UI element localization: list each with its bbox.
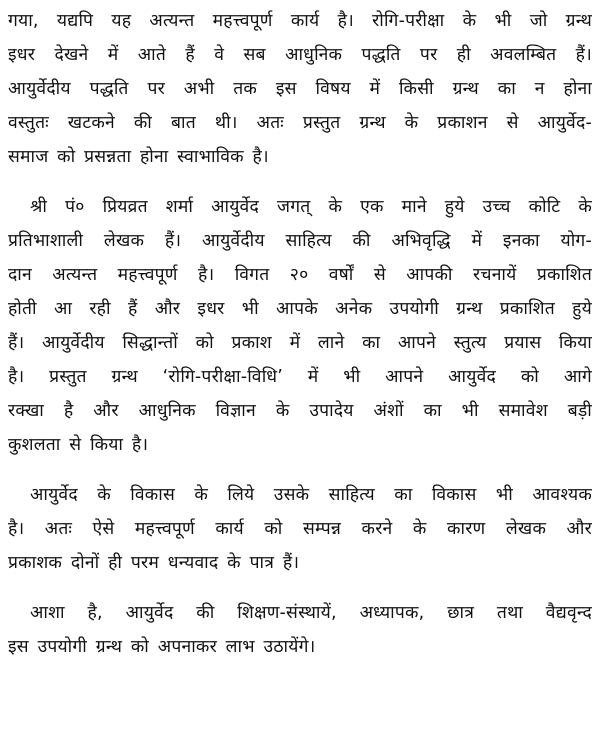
text-line: दान अत्यन्त महत्त्वपूर्ण है। विगत २० वर्षों से आपकी रचनायें प्रकाशित (8, 265, 592, 285)
text-line: श्री पं० प्रियव्रत शर्मा आयुर्वेद जगत् के एक माने हुये उच्च कोटि के (30, 197, 592, 217)
text-line: प्रकाशक दोनों ही परम धन्यवाद के पात्र हैं। (8, 553, 300, 573)
text-line: समाज को प्रसन्नता होना स्वाभाविक है। (8, 147, 269, 167)
text-line: है। अतः ऐसे महत्त्वपूर्ण कार्य को सम्पन्न करने के कारण लेखक और (8, 519, 592, 539)
paragraph-spacer (8, 174, 592, 190)
text-line: हैं। आयुर्वेदीय सिद्धान्तों को प्रकाश में लाने का आपने स्तुत्य प्रयास किया (8, 333, 592, 353)
paragraph-spacer (8, 462, 592, 478)
text-line: इस उपयोगी ग्रन्थ को अपनाकर लाभ उठायेंगे। (8, 637, 316, 657)
text-line: वस्तुतः खटकने की बात थी। अतः प्रस्तुत ग्रन्थ के प्रकाशन से आयुर्वेद- (8, 113, 592, 133)
text-line: आयुर्वेद के विकास के लिये उसके साहित्य का विकास भी आवश्यक (30, 485, 592, 505)
text-line: प्रतिभाशाली लेखक हैं। आयुर्वेदीय साहित्य की अभिवृद्धि में इनका योग- (8, 231, 592, 251)
paragraph-2 (8, 190, 592, 462)
text-line: इधर देखने में आते हैं वे सब आधुनिक पद्धति पर ही अवलम्बित हैं। (8, 45, 592, 65)
paragraph-3 (8, 478, 592, 580)
text-line: आशा है, आयुर्वेद की शिक्षण-संस्थायें, अध्यापक, छात्र तथा वैद्यवृन्द (30, 603, 592, 623)
text-line: रक्खा है और आधुनिक विज्ञान के उपादेय अंशों का भी समावेश बड़ी (8, 401, 592, 421)
paragraph-1 (8, 4, 592, 174)
text-line: गया, यद्यपि यह अत्यन्त महत्त्वपूर्ण कार्य है। रोगि-परीक्षा के भी जो ग्रन्थ (8, 11, 592, 31)
paragraph-4 (8, 596, 592, 664)
text-line: कुशलता से किया है। (8, 435, 149, 455)
text-line: आयुर्वेदीय पद्धति पर अभी तक इस विषय में किसी ग्रन्थ का न होना (8, 79, 592, 99)
paragraph-spacer (8, 580, 592, 596)
text-line: होती आ रही हैं और इधर भी आपके अनेक उपयोगी ग्रन्थ प्रकाशित हुये (8, 299, 592, 319)
text-line: है। प्रस्तुत ग्रन्थ ‘रोगि-परीक्षा-विधि’ में भी आपने आयुर्वेद को आगे (8, 367, 592, 387)
